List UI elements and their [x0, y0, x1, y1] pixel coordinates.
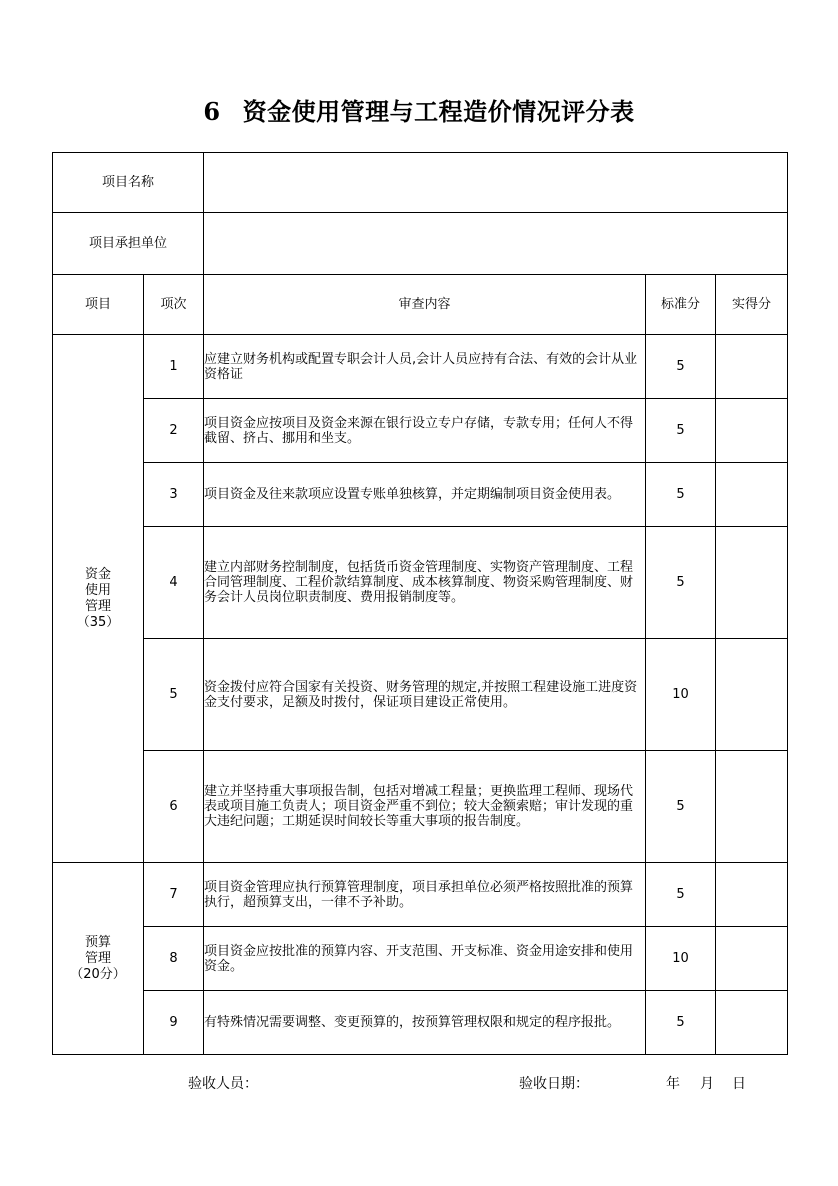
row-seq: 4 [144, 527, 204, 639]
row-actual-score[interactable] [716, 863, 788, 927]
row-standard-score: 5 [646, 751, 716, 863]
row-actual-score[interactable] [716, 751, 788, 863]
date-fields [666, 1075, 746, 1093]
row-seq: 6 [144, 751, 204, 863]
date-month: 月 [700, 1076, 714, 1092]
unit-label: 项目承担单位 [53, 213, 204, 275]
row-standard-score: 10 [646, 639, 716, 751]
project-name-label: 项目名称 [53, 153, 204, 213]
row-actual-score[interactable] [716, 527, 788, 639]
row-seq: 2 [144, 399, 204, 463]
row-seq: 7 [144, 863, 204, 927]
row-actual-score[interactable] [716, 463, 788, 527]
row-standard-score: 10 [646, 927, 716, 991]
table-row [53, 751, 788, 863]
table-row [53, 863, 788, 927]
row-content: 建立并坚持重大事项报告制，包括对增减工程量；更换监理工程师、现场代表或项目施工负责人；项目资金严重不到位；较大金额索赔；审计发现的重大违纪问题；工期延误时间较长等重大事项的报告制度。 [204, 751, 646, 863]
row-content: 建立内部财务控制制度，包括货币资金管理制度、实物资产管理制度、工程合同管理制度、工程价款结算制度、成本核算制度、物资采购管理制度、财务会计人员岗位职责制度、费用报销制度等。 [204, 527, 646, 639]
project-name-value[interactable] [204, 153, 788, 213]
row-standard-score: 5 [646, 863, 716, 927]
unit-row [53, 213, 788, 275]
row-content: 资金拨付应符合国家有关投资、财务管理的规定,并按照工程建设施工进度资金支付要求，足额及时拨付，保证项目建设正常使用。 [204, 639, 646, 751]
row-content: 项目资金应按项目及资金来源在银行设立专户存储，专款专用；任何人不得截留、挤占、挪用和坐支。 [204, 399, 646, 463]
row-standard-score: 5 [646, 991, 716, 1055]
row-standard-score: 5 [646, 463, 716, 527]
date-day: 日 [732, 1076, 746, 1092]
table-row [53, 335, 788, 399]
table-row [53, 991, 788, 1055]
row-actual-score[interactable] [716, 991, 788, 1055]
col-header-item: 项目 [53, 275, 144, 335]
column-header-row [53, 275, 788, 335]
row-standard-score: 5 [646, 399, 716, 463]
row-seq: 3 [144, 463, 204, 527]
row-standard-score: 5 [646, 527, 716, 639]
unit-value[interactable] [204, 213, 788, 275]
row-actual-score[interactable] [716, 399, 788, 463]
row-seq: 5 [144, 639, 204, 751]
col-header-standard: 标准分 [646, 275, 716, 335]
row-actual-score[interactable] [716, 927, 788, 991]
row-content: 项目资金管理应执行预算管理制度，项目承担单位必须严格按照批准的预算执行，超预算支出，一律不予补助。 [204, 863, 646, 927]
row-seq: 1 [144, 335, 204, 399]
row-content: 应建立财务机构或配置专职会计人员,会计人员应持有合法、有效的会计从业资格证 [204, 335, 646, 399]
table-row [53, 527, 788, 639]
inspector-label: 验收人员： [188, 1076, 258, 1092]
project-name-row [53, 153, 788, 213]
category-fund-usage: 资金 使用 管理 （35） [53, 335, 144, 863]
row-standard-score: 5 [646, 335, 716, 399]
date-year: 年 [666, 1076, 680, 1092]
row-seq: 8 [144, 927, 204, 991]
score-table [52, 152, 788, 1055]
page-title [0, 94, 838, 130]
row-content: 项目资金及往来款项应设置专账单独核算，并定期编制项目资金使用表。 [204, 463, 646, 527]
table-row [53, 927, 788, 991]
table-row [53, 463, 788, 527]
table-row [53, 639, 788, 751]
title-text: 资金使用管理与工程造价情况评分表 [242, 97, 635, 126]
row-content: 项目资金应按批准的预算内容、开支范围、开支标准、资金用途安排和使用资金。 [204, 927, 646, 991]
row-seq: 9 [144, 991, 204, 1055]
row-content: 有特殊情况需要调整、变更预算的，按预算管理权限和规定的程序报批。 [204, 991, 646, 1055]
title-number: 6 [203, 97, 221, 126]
row-actual-score[interactable] [716, 639, 788, 751]
table-row [53, 399, 788, 463]
row-actual-score[interactable] [716, 335, 788, 399]
col-header-content: 审查内容 [204, 275, 646, 335]
category-budget: 预算 管理 （20分） [53, 863, 144, 1055]
date-label: 验收日期： [519, 1076, 589, 1092]
col-header-actual: 实得分 [716, 275, 788, 335]
col-header-seq: 项次 [144, 275, 204, 335]
